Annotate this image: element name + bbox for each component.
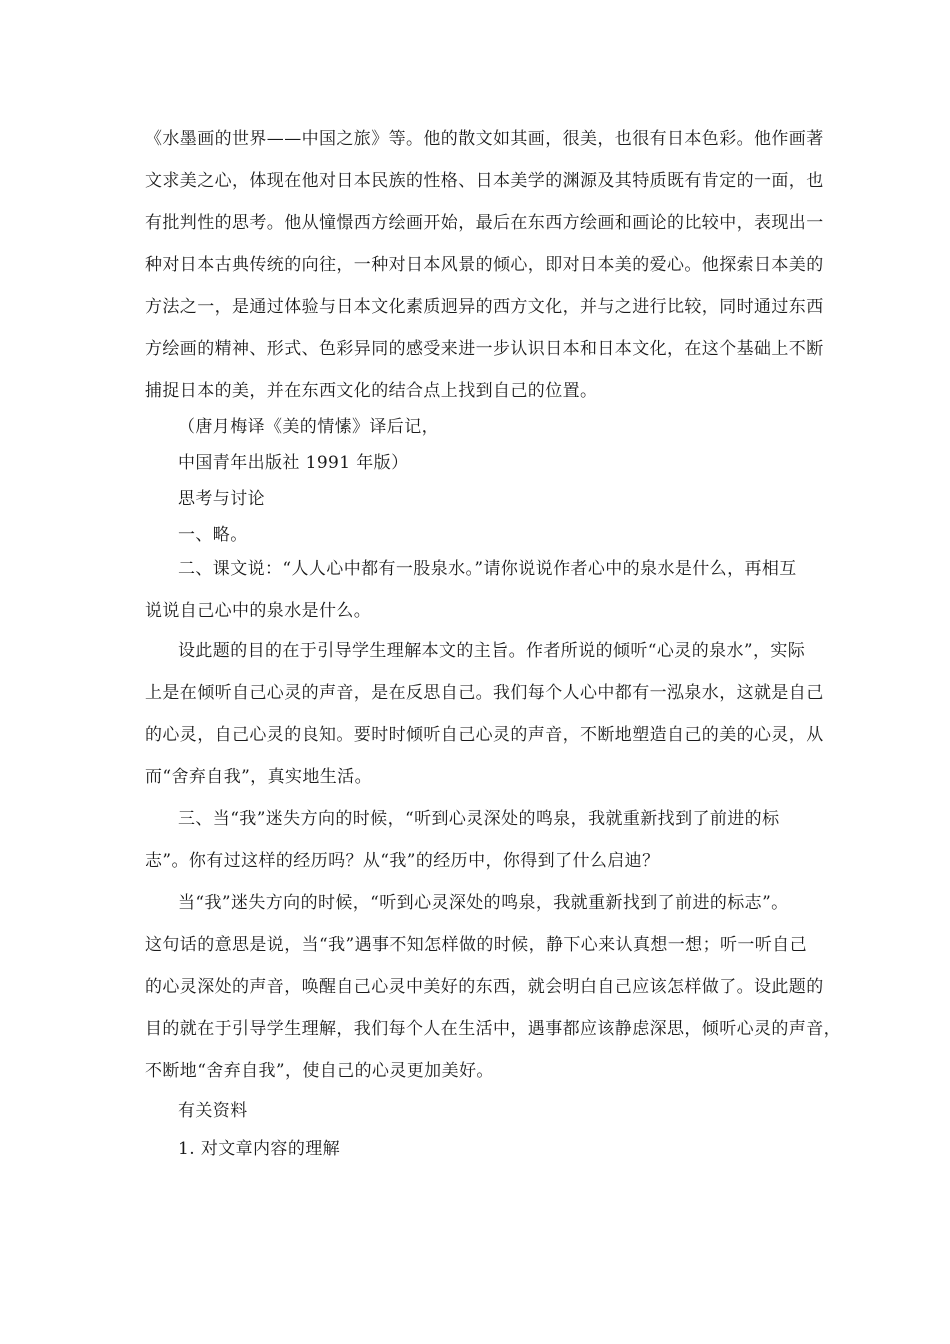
answer-line: 当“我”迷失方向的时候，“听到心灵深处的鸣泉，我就重新找到了前进的标志”。 bbox=[178, 893, 789, 913]
answer-line: 目的就在于引导学生理解，我们每个人在生活中，遇事都应该静虑深思，倾听心灵的声音， bbox=[145, 1019, 841, 1039]
section-heading: 有关资料 bbox=[178, 1101, 248, 1121]
answer-line: 这句话的意思是说，当“我”遇事不知怎样做的时候，静下心来认真想一想；听一听自己 bbox=[145, 935, 807, 955]
paragraph-line: 有批判性的思考。他从憧憬西方绘画开始，最后在东西方绘画和画论的比较中，表现出一 bbox=[145, 213, 824, 233]
question-line: 一、略。 bbox=[178, 525, 248, 545]
citation-line: 中国青年出版社 1991 年版） bbox=[178, 453, 409, 473]
answer-line: 不断地“舍弃自我”，使自己的心灵更加美好。 bbox=[145, 1061, 494, 1081]
question-line: 二、课文说：“人人心中都有一股泉水。”请你说说作者心中的泉水是什么，再相互 bbox=[178, 559, 797, 579]
question-line: 志”。你有过这样的经历吗？从“我”的经历中，你得到了什么启迪？ bbox=[145, 851, 660, 871]
question-line: 三、当“我”迷失方向的时候，“听到心灵深处的鸣泉，我就重新找到了前进的标 bbox=[178, 809, 780, 829]
section-heading: 思考与讨论 bbox=[178, 489, 265, 509]
paragraph-line: 方法之一，是通过体验与日本文化素质迥异的西方文化，并与之进行比较，同时通过东西 bbox=[145, 297, 824, 317]
question-line: 说说自己心中的泉水是什么。 bbox=[145, 601, 372, 621]
answer-line: 而“舍弃自我”，真实地生活。 bbox=[145, 767, 372, 787]
answer-line: 的心灵深处的声音，唤醒自己心灵中美好的东西，就会明白自己应该怎样做了。设此题的 bbox=[145, 977, 824, 997]
paragraph-line: 《水墨画的世界——中国之旅》等。他的散文如其画，很美，也很有日本色彩。他作画著 bbox=[145, 129, 824, 149]
paragraph-line: 文求美之心，体现在他对日本民族的性格、日本美学的渊源及其特质既有肯定的一面，也 bbox=[145, 171, 824, 191]
answer-line: 上是在倾听自己心灵的声音，是在反思自己。我们每个人心中都有一泓泉水，这就是自己 bbox=[145, 683, 824, 703]
paragraph-line: 捕捉日本的美，并在东西文化的结合点上找到自己的位置。 bbox=[145, 381, 598, 401]
citation-line: （唐月梅译《美的情愫》译后记， bbox=[178, 417, 439, 437]
answer-line: 的心灵，自己心灵的良知。要时时倾听自己心灵的声音，不断地塑造自己的美的心灵，从 bbox=[145, 725, 824, 745]
paragraph-line: 方绘画的精神、形式、色彩异同的感受来进一步认识日本和日本文化，在这个基础上不断 bbox=[145, 339, 824, 359]
answer-line: 设此题的目的在于引导学生理解本文的主旨。作者所说的倾听“心灵的泉水”，实际 bbox=[178, 641, 806, 661]
subsection-heading: 1. 对文章内容的理解 bbox=[178, 1139, 341, 1159]
paragraph-line: 种对日本古典传统的向往，一种对日本风景的倾心，即对日本美的爱心。他探索日本美的 bbox=[145, 255, 824, 275]
